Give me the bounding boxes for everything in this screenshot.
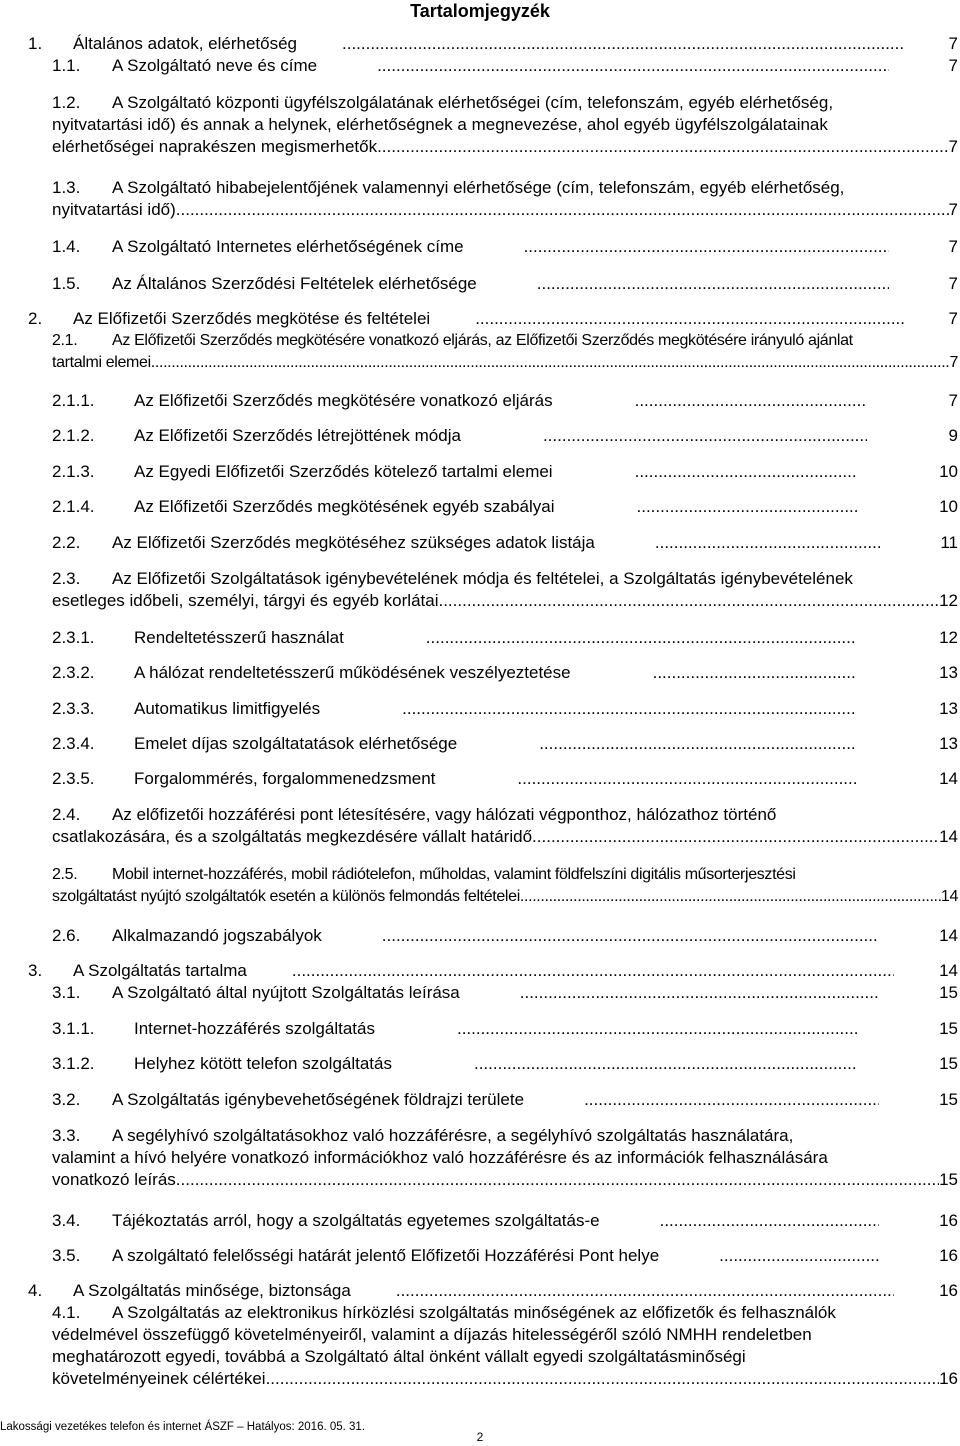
toc-entry-last-line	[52, 461, 958, 483]
toc-dot-leader	[176, 1169, 939, 1191]
toc-entry-number: 3.1.1.	[52, 1019, 95, 1038]
toc-entry[interactable]	[52, 330, 958, 374]
toc-entry-last-line	[52, 425, 958, 447]
toc-entry-title: elérhetőségei naprakészen megismerhetők	[52, 137, 378, 156]
toc-page-number: 13	[939, 663, 958, 682]
toc-entry-title: Automatikus limitfigyelés	[134, 699, 321, 718]
toc-entry-number: 2.	[28, 309, 43, 328]
toc-entry-last-line	[52, 236, 958, 258]
toc-entry-last-line	[52, 390, 958, 412]
toc-entry-title: tartalmi elemei	[52, 354, 151, 371]
toc-entry[interactable]	[28, 308, 958, 330]
toc-page-number: 15	[939, 1054, 958, 1073]
toc-entry-text	[52, 1018, 958, 1040]
toc-entry-text	[52, 461, 958, 483]
toc-entry-text	[52, 568, 958, 612]
toc-entry-number: 2.3.1.	[52, 628, 95, 647]
toc-page-number: 15	[939, 1019, 958, 1038]
toc-dot-leader	[375, 1018, 857, 1040]
toc-entry-title: nyitvatartási idő)	[52, 200, 176, 219]
toc-entry-text	[52, 425, 958, 447]
toc-entry-number: 2.3.3.	[52, 699, 95, 718]
toc-entry[interactable]	[52, 55, 958, 77]
toc-entry-title: A Szolgáltató Internetes elérhetőségének címe	[112, 237, 464, 256]
toc-entry-last-line	[28, 960, 958, 982]
toc-entry-last-line	[52, 1169, 958, 1191]
toc-entry-number: 3.3.	[52, 1126, 81, 1145]
toc-entry-text	[52, 1053, 958, 1075]
toc-entry-number: 4.	[28, 1281, 43, 1300]
toc-entry-number: 2.4.	[52, 805, 81, 824]
toc-entry-line: Az Előfizetői Szolgáltatások igénybevételének módja és feltételei, a Szolgáltatás igénybevételének	[112, 569, 853, 588]
toc-entry-text	[52, 177, 958, 221]
toc-dot-leader	[151, 352, 950, 374]
toc-entry[interactable]	[28, 960, 958, 982]
toc-entry-number: 1.	[28, 34, 43, 53]
toc-dot-leader	[266, 1368, 940, 1390]
toc-entry-last-line	[52, 826, 958, 848]
toc-entry[interactable]	[52, 768, 958, 790]
toc-entry-number: 2.3.2.	[52, 663, 95, 682]
toc-entry-last-line	[52, 590, 958, 612]
toc-entry-text	[52, 496, 958, 518]
toc-entry-line: A Szolgáltató központi ügyfélszolgálatának elérhetőségei (cím, telefonszám, egyéb elérhetőség,	[112, 93, 834, 112]
toc-page-number: 13	[939, 699, 958, 718]
toc-entry-text	[52, 864, 958, 908]
toc-entry-number: 2.1.	[52, 332, 78, 349]
toc-page-number: 15	[939, 1090, 958, 1109]
toc-entry-number: 3.1.2.	[52, 1054, 95, 1073]
toc-entry-last-line	[52, 1245, 958, 1267]
toc-page-number: 16	[939, 1211, 958, 1230]
toc-entry[interactable]	[52, 804, 958, 848]
toc-entry-title: Az Előfizetői Szerződés megkötésének egyéb szabályai	[134, 497, 555, 516]
toc-entry-number: 2.3.	[52, 569, 81, 588]
toc-entry-number: 3.5.	[52, 1246, 81, 1265]
toc-entry-text	[52, 768, 958, 790]
toc-entry[interactable]	[52, 1245, 958, 1267]
toc-entry-text	[52, 1302, 958, 1390]
toc-dot-leader	[600, 1210, 879, 1232]
toc-entry-last-line	[28, 308, 958, 330]
toc-page-number: 15	[939, 983, 958, 1002]
toc-entry-text	[52, 1089, 958, 1111]
toc-entry-number: 1.3.	[52, 178, 81, 197]
toc-entry-text	[28, 960, 958, 982]
toc-dot-leader	[659, 1245, 879, 1267]
toc-entry-last-line	[52, 1210, 958, 1232]
toc-page-number: 7	[948, 237, 958, 256]
toc-entry-last-line	[28, 33, 958, 55]
toc-entry-number: 3.2.	[52, 1090, 81, 1109]
toc-entry-number: 2.1.3.	[52, 462, 95, 481]
toc-entry-title: Az Előfizetői Szerződés megkötése és feltételei	[73, 309, 431, 328]
toc-entry[interactable]	[52, 177, 958, 221]
toc-entry-number: 2.1.4.	[52, 497, 95, 516]
toc-entry-text	[52, 804, 958, 848]
toc-entry-number: 2.1.2.	[52, 426, 95, 445]
toc-page-number: 15	[939, 1170, 958, 1189]
toc-entry[interactable]	[52, 92, 958, 158]
toc-entry-last-line	[52, 199, 958, 221]
toc-entry-last-line	[52, 925, 958, 947]
toc-page-number: 7	[948, 137, 958, 156]
toc-entry-last-line	[52, 982, 958, 1004]
toc-entry[interactable]	[52, 1089, 958, 1111]
toc-entry-title: Helyhez kötött telefon szolgáltatás	[134, 1054, 392, 1073]
toc-entry-text	[52, 273, 958, 295]
toc-page-number: 7	[948, 34, 958, 53]
toc-entry-number: 3.1.	[52, 983, 81, 1002]
toc-entry-text	[52, 92, 958, 158]
toc-entry-text	[52, 982, 958, 1004]
toc-entry-text	[52, 55, 958, 77]
toc-entry-text	[52, 390, 958, 412]
toc-entry[interactable]	[28, 33, 958, 55]
toc-page-number: 12	[939, 591, 958, 610]
toc-dot-leader	[430, 308, 903, 330]
toc-entry-title: Rendeltetésszerű használat	[134, 628, 344, 647]
toc-entry-line: Az előfizetői hozzáférési pont létesítésére, vagy hálózati végponthoz, hálózathoz történő	[112, 805, 777, 824]
toc-entry-last-line	[52, 1018, 958, 1040]
toc-entry-title: A Szolgáltató által nyújtott Szolgáltatás leírása	[112, 983, 460, 1002]
toc-entry-title: A Szolgáltatás igénybevehetőségének földrajzi területe	[112, 1090, 525, 1109]
toc-dot-leader	[464, 236, 889, 258]
toc-entry[interactable]	[52, 1018, 958, 1040]
toc-entry-title: Az Általános Szerződési Feltételek elérhetősége	[112, 274, 477, 293]
toc-entry-line: nyitvatartási idő) és annak a helynek, elérhetőségnek a megnevezése, ahol egyéb ügyfélszolgálatainak	[52, 115, 828, 134]
toc-entry-last-line	[52, 886, 958, 908]
toc-dot-leader	[477, 273, 889, 295]
toc-dot-leader	[553, 461, 857, 483]
toc-entry-title: Az Előfizetői Szerződés megkötésére vonatkozó eljárás	[134, 391, 553, 410]
toc-entry-text	[52, 698, 958, 720]
toc-entry-text	[52, 662, 958, 684]
toc-entry-line: A Szolgáltató hibabejelentőjének valamennyi elérhetősége (cím, telefonszám, egyéb elérhetőség,	[112, 178, 845, 197]
toc-entry-number: 1.1.	[52, 56, 81, 75]
toc-entry[interactable]	[52, 864, 958, 908]
toc-entry-title: vonatkozó leírás	[52, 1170, 176, 1189]
toc-entry-title: Tájékoztatás arról, hogy a szolgáltatás egyetemes szolgáltatás-e	[112, 1211, 600, 1230]
toc-dot-leader	[351, 1280, 894, 1302]
toc-entry-number: 2.3.5.	[52, 769, 95, 788]
toc-page-number: 7	[948, 391, 958, 410]
toc-entry-last-line	[52, 1368, 958, 1390]
toc-page-number: 14	[940, 888, 958, 905]
toc-entry-number: 1.2.	[52, 93, 81, 112]
toc-entry[interactable]	[52, 273, 958, 295]
toc-dot-leader	[377, 136, 948, 158]
toc-entry-title: Forgalommérés, forgalommenedzsment	[134, 769, 436, 788]
toc-entry-title: A Szolgáltató neve és címe	[112, 56, 318, 75]
toc-entry-text	[52, 532, 958, 554]
toc-entry[interactable]	[52, 733, 958, 755]
toc-dot-leader	[438, 590, 939, 612]
toc-page-number: 7	[948, 200, 958, 219]
toc-entry-number: 1.4.	[52, 237, 81, 256]
toc-dot-leader	[555, 496, 858, 518]
toc-entry[interactable]	[52, 236, 958, 258]
toc-page-number: 14	[939, 926, 958, 945]
toc-page-number: 10	[939, 497, 958, 516]
toc-entry-line: A segélyhívó szolgáltatásokhoz való hozzáférésre, a segélyhívó szolgáltatás használatára,	[112, 1126, 794, 1145]
toc-entry-text	[52, 1245, 958, 1267]
toc-page-number: 7	[949, 354, 958, 371]
toc-entry-title: A Szolgáltatás minősége, biztonsága	[73, 1281, 351, 1300]
toc-entry[interactable]	[52, 568, 958, 612]
toc-dot-leader	[297, 33, 904, 55]
toc-page-number: 7	[948, 274, 958, 293]
toc-entry-line: védelmével összefüggő követelményeiről, valamint a díjazás hitelességéről szóló NMHH rendeletben	[52, 1325, 812, 1344]
toc-dot-leader	[457, 733, 857, 755]
toc-entry-last-line	[52, 1089, 958, 1111]
toc-page-number: 7	[948, 309, 958, 328]
toc-entry-number: 2.5.	[52, 866, 78, 883]
toc-dot-leader	[460, 982, 879, 1004]
toc-dot-leader	[317, 55, 888, 77]
toc-entry-number: 2.1.1.	[52, 391, 95, 410]
toc-entry-text	[52, 1210, 958, 1232]
toc-dot-leader	[392, 1053, 857, 1075]
toc-entry-text	[28, 33, 958, 55]
toc-entry[interactable]	[52, 496, 958, 518]
toc-entry-title: A hálózat rendeltetésszerű működésének veszélyeztetése	[134, 663, 571, 682]
toc-dot-leader	[595, 532, 880, 554]
toc-page-number: 14	[939, 827, 958, 846]
toc-entry-last-line	[52, 768, 958, 790]
toc-entry[interactable]	[52, 698, 958, 720]
toc-page-number: 11	[940, 533, 958, 552]
toc-entry-line: meghatározott egyedi, továbbá a Szolgáltató által önként vállalt egyedi szolgáltatásminőségi	[52, 1347, 746, 1366]
toc-entry[interactable]	[52, 1125, 958, 1191]
toc-entry-last-line	[52, 273, 958, 295]
toc-page-number: 10	[939, 462, 958, 481]
toc-entry-last-line	[52, 55, 958, 77]
toc-title: Tartalomjegyzék	[410, 1, 550, 21]
toc-entry-text	[52, 330, 958, 374]
toc-entry-line: A Szolgáltatás az elektronikus hírközlési szolgáltatás minőségének az előfizetők és felhasználók	[112, 1303, 836, 1322]
toc-entry-last-line	[52, 733, 958, 755]
toc-entry[interactable]	[52, 982, 958, 1004]
toc-page-number: 16	[939, 1246, 958, 1265]
toc-entry-last-line	[52, 496, 958, 518]
toc-entry-last-line	[52, 352, 958, 374]
toc-entry[interactable]	[52, 425, 958, 447]
toc-entry-title: Alkalmazandó jogszabályok	[112, 926, 322, 945]
toc-entry-number: 2.2.	[52, 533, 81, 552]
footer-text: Lakossági vezetékes telefon és internet ÁSZF – Hatályos: 2016. 05. 31.	[0, 1421, 366, 1433]
toc-entry[interactable]	[52, 1053, 958, 1075]
toc-page-number: 13	[939, 734, 958, 753]
toc-dot-leader	[322, 925, 879, 947]
toc-entry[interactable]	[52, 461, 958, 483]
toc-page-number: 12	[939, 628, 958, 647]
toc-page-number: 16	[939, 1369, 958, 1388]
toc-entry-number: 4.1.	[52, 1303, 81, 1322]
toc-entry-title: Az Előfizetői Szerződés megkötéséhez szükséges adatok listája	[112, 533, 595, 552]
toc-entry-number: 2.6.	[52, 926, 81, 945]
toc-entry[interactable]	[52, 925, 958, 947]
toc-entry[interactable]	[52, 532, 958, 554]
toc-dot-leader	[553, 390, 867, 412]
toc-dot-leader	[520, 886, 941, 908]
toc-dot-leader	[524, 1089, 879, 1111]
toc-entry[interactable]	[52, 1210, 958, 1232]
toc-dot-leader	[320, 698, 857, 720]
toc-dot-leader	[435, 768, 857, 790]
toc-entry-title: szolgáltatást nyújtó szolgáltatók esetén a különös felmondás feltételei	[52, 888, 520, 905]
toc-page-number: 9	[948, 426, 958, 445]
toc-entry-title: csatlakozására, és a szolgáltatás megkezdésére vállalt határidő	[52, 827, 533, 846]
toc-entry-text	[52, 236, 958, 258]
toc-entry-last-line	[52, 1053, 958, 1075]
toc-entry-line: Mobil internet-hozzáférés, mobil rádiótelefon, műholdas, valamint földfelszíni digitális műsorterjesztési	[112, 866, 796, 883]
toc-entry-last-line	[52, 698, 958, 720]
toc-dot-leader	[571, 662, 857, 684]
toc-entry[interactable]	[52, 662, 958, 684]
toc-entry-number: 3.	[28, 961, 43, 980]
toc-entry-title: Az Egyedi Előfizetői Szerződés kötelező tartalmi elemei	[134, 462, 553, 481]
toc-page-number: 16	[939, 1281, 958, 1300]
toc-entry-number: 3.4.	[52, 1211, 81, 1230]
toc-entry-line: Az Előfizetői Szerződés megkötésére vonatkozó eljárás, az Előfizetői Szerződés megkötésére irányuló ajánlat	[112, 332, 853, 349]
page-number: 2	[476, 1430, 484, 1444]
toc-entry[interactable]	[52, 390, 958, 412]
toc-entry-title: A szolgáltató felelősségi határát jelentő Előfizetői Hozzáférési Pont helye	[112, 1246, 660, 1265]
toc-entry-title: Általános adatok, elérhetőség	[73, 34, 297, 53]
toc-entry-number: 2.3.4.	[52, 734, 95, 753]
toc-entry-last-line	[52, 662, 958, 684]
toc-dot-leader	[176, 199, 949, 221]
toc-entry[interactable]	[52, 1302, 958, 1390]
toc-entry-title: esetleges időbeli, személyi, tárgyi és egyéb korlátai	[52, 591, 439, 610]
toc-dot-leader	[532, 826, 939, 848]
toc-entry-number: 1.5.	[52, 274, 81, 293]
toc-entry-title: Internet-hozzáférés szolgáltatás	[134, 1019, 375, 1038]
toc-page-number: 14	[939, 769, 958, 788]
toc-entry-text	[28, 308, 958, 330]
toc-entry-line: valamint a hívó helyére vonatkozó információkhoz való hozzáférésre és az információk felhasználására	[52, 1148, 828, 1167]
toc-entry[interactable]	[28, 1280, 958, 1302]
toc-page-number: 7	[948, 56, 958, 75]
toc-entry-last-line	[52, 532, 958, 554]
toc-entry-last-line	[52, 136, 958, 158]
toc-entry-text	[28, 1280, 958, 1302]
toc-entry-title: Az Előfizetői Szerződés létrejöttének módja	[134, 426, 461, 445]
toc-dot-leader	[461, 425, 867, 447]
toc-entry-text	[52, 1125, 958, 1191]
toc-entry-last-line	[28, 1280, 958, 1302]
toc-entry-title: követelményeinek célértékei	[52, 1369, 266, 1388]
toc-entry-title: Emelet díjas szolgáltatatások elérhetősége	[134, 734, 458, 753]
toc-entry-title: A Szolgáltatás tartalma	[73, 961, 247, 980]
toc-entry-last-line	[52, 627, 958, 649]
toc-entry[interactable]	[52, 627, 958, 649]
toc-page-number: 14	[939, 961, 958, 980]
toc-dot-leader	[247, 960, 894, 982]
toc-dot-leader	[344, 627, 857, 649]
toc-entry-text	[52, 733, 958, 755]
toc-entry-text	[52, 925, 958, 947]
toc-entry-text	[52, 627, 958, 649]
